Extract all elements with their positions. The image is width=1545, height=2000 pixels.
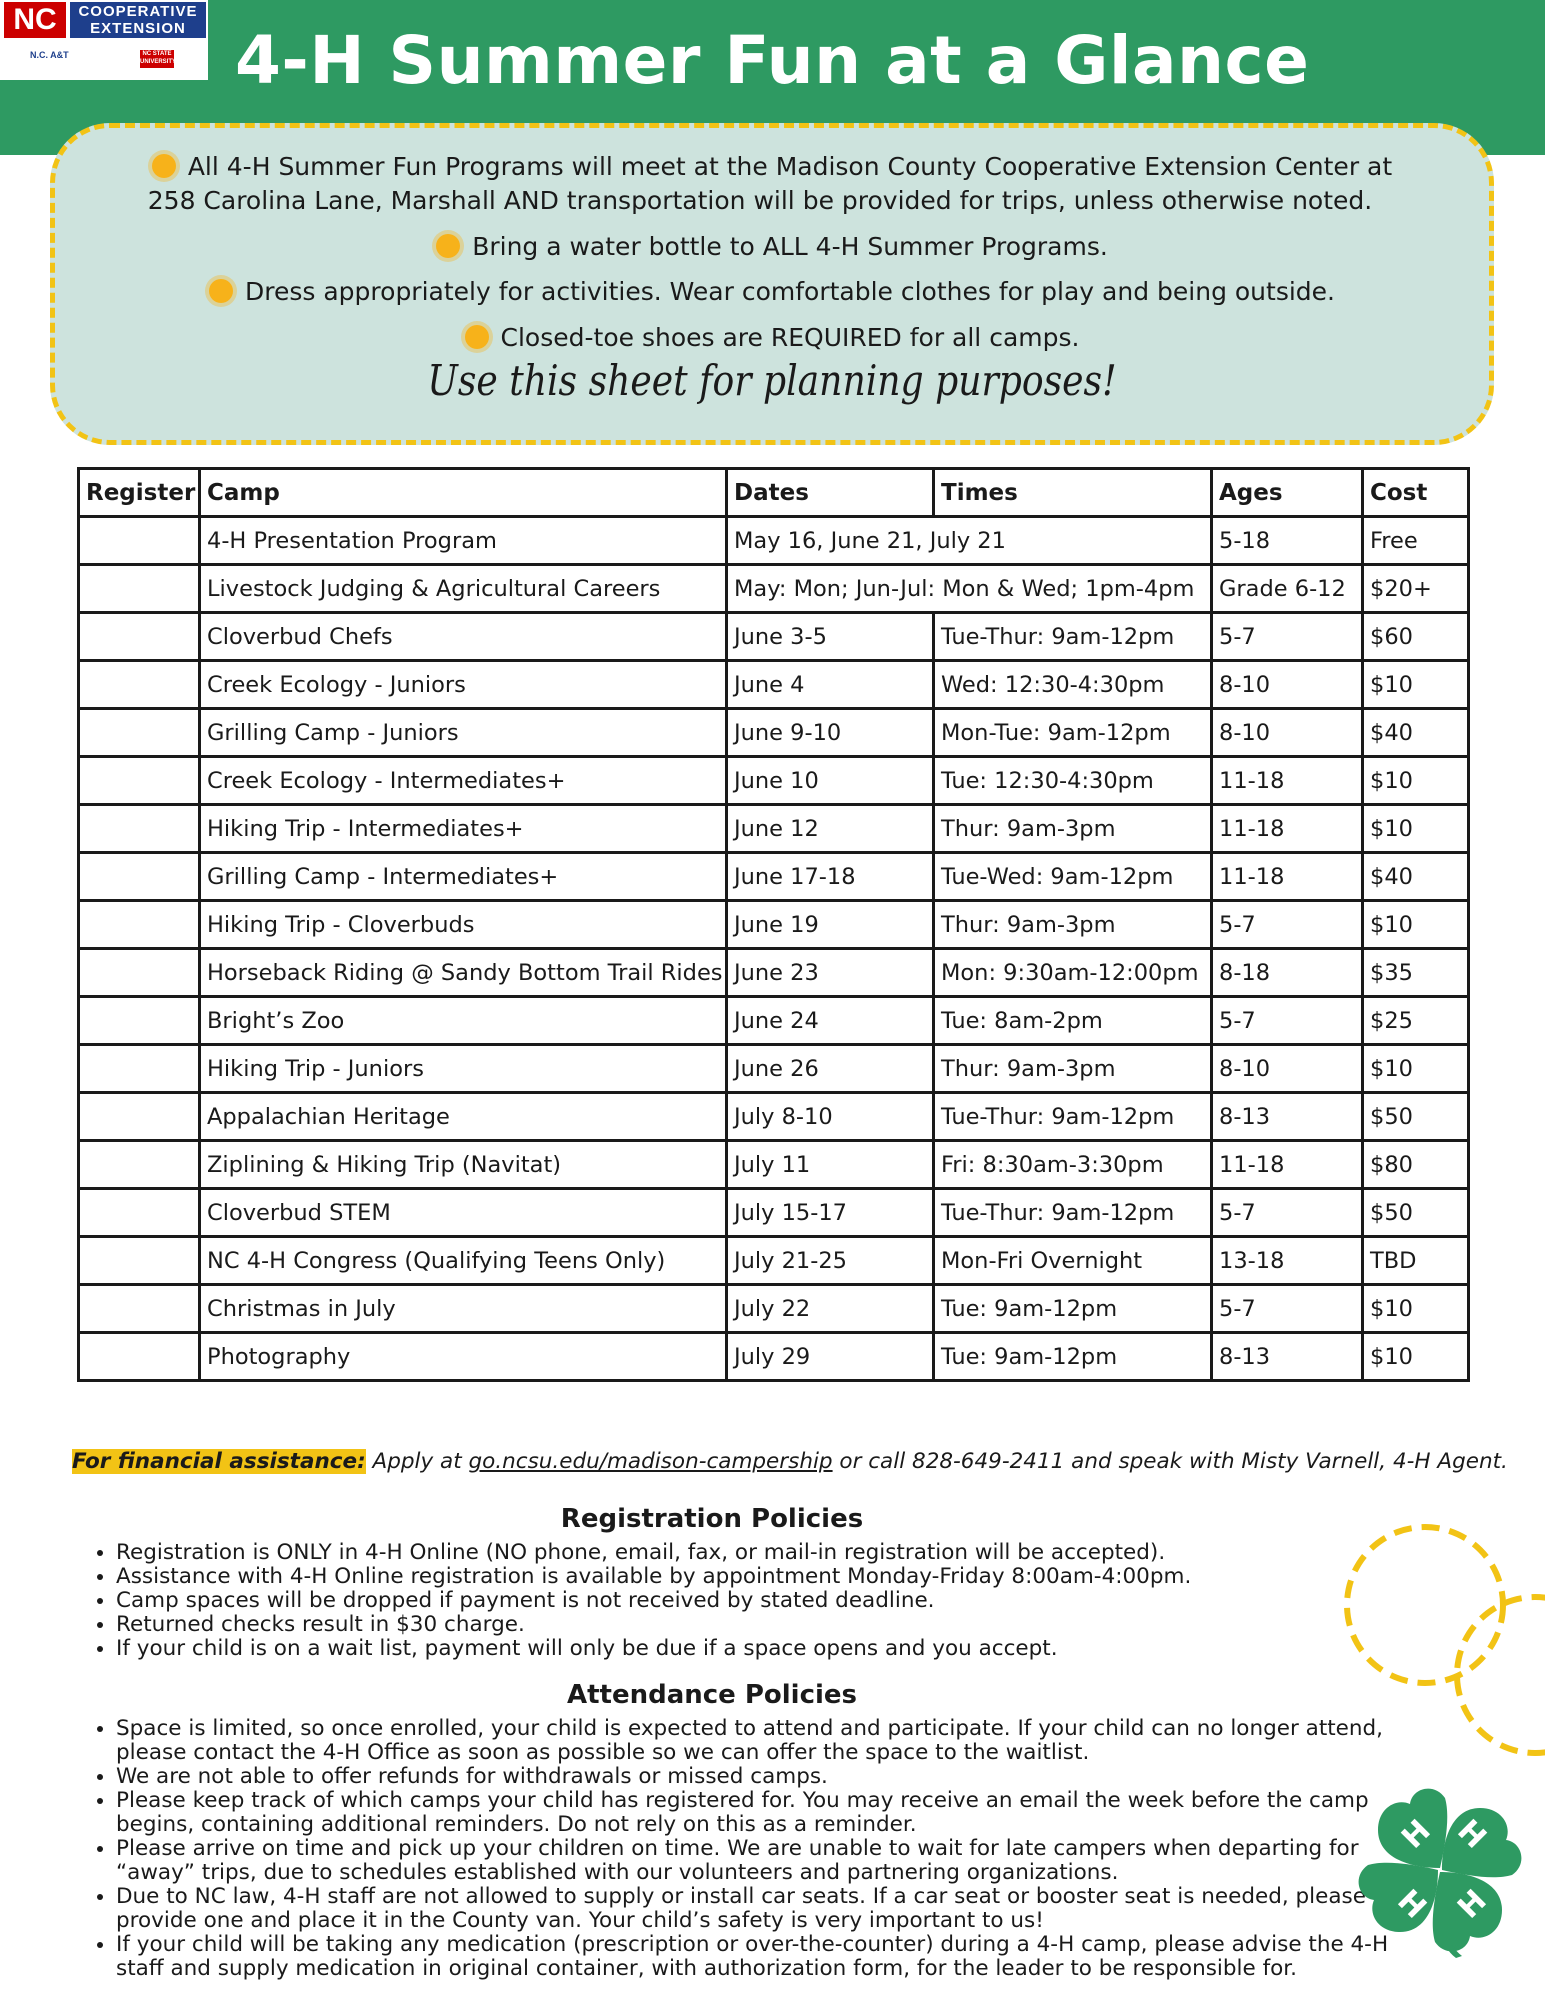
ages-cell: 11-18 [1212,1141,1363,1189]
cost-cell: $40 [1363,853,1469,901]
sun-icon [209,279,233,303]
camp-cell: Grilling Camp - Intermediates+ [200,853,727,901]
registration-policy-item: • Returned checks result in $30 charge. [116,1613,1396,1637]
times-cell: Tue-Thur: 9am-12pm [934,613,1212,661]
times-cell: Tue: 9am-12pm [934,1285,1212,1333]
cost-cell: $25 [1363,997,1469,1045]
camp-cell: Christmas in July [200,1285,727,1333]
financial-assistance-note [72,1449,1508,1474]
table-row [79,1189,1469,1237]
table-row [79,613,1469,661]
registration-policy-item: • Registration is ONLY in 4-H Online (NO phone, email, fax, or mail-in registration will be accepted). [116,1541,1396,1565]
times-cell: Mon: 9:30am-12:00pm [934,949,1212,997]
registration-policy-item: • Assistance with 4-H Online registration is available by appointment Monday-Friday 8:00am-4:00pm. [116,1565,1396,1589]
svg-text:H: H [1390,1883,1433,1926]
table-row [79,1093,1469,1141]
assistance-post: or call 828-649-2411 and speak with Misty Varnell, 4-H Agent. [832,1449,1508,1474]
cost-cell: $50 [1363,1093,1469,1141]
logo-ncstate: NC STATE UNIVERSITY [140,50,174,68]
camp-cell: Grilling Camp - Juniors [200,709,727,757]
header-ages: Ages [1212,469,1363,517]
register-cell[interactable] [79,805,200,853]
logo-nc: NC [4,2,66,38]
dates-cell: June 9-10 [727,709,934,757]
register-cell[interactable] [79,853,200,901]
register-cell[interactable] [79,1093,200,1141]
notice-text-3: Bring a water bottle to ALL 4-H Summer Programs. [472,232,1108,261]
register-cell[interactable] [79,1285,200,1333]
ages-cell: 8-13 [1212,1333,1363,1381]
ages-cell: 11-18 [1212,853,1363,901]
notice-line-1 [55,152,1489,181]
cost-cell: $10 [1363,1285,1469,1333]
dates-cell: July 21-25 [727,1237,934,1285]
cost-cell: $10 [1363,661,1469,709]
cost-cell: $10 [1363,1045,1469,1093]
register-cell[interactable] [79,565,200,613]
cost-cell: TBD [1363,1237,1469,1285]
ages-cell: 5-7 [1212,1285,1363,1333]
logo-ncat: N.C. A&T [30,50,69,60]
notice-box [50,123,1494,445]
table-row [79,997,1469,1045]
times-cell: Mon-Tue: 9am-12pm [934,709,1212,757]
register-cell[interactable] [79,997,200,1045]
dates-cell: July 11 [727,1141,934,1189]
register-cell[interactable] [79,1237,200,1285]
assistance-pre: Apply at [365,1449,469,1474]
table-row [79,805,1469,853]
cost-cell: $80 [1363,1141,1469,1189]
sun-icon [152,154,176,178]
attendance-policies-list [92,1717,1396,1981]
cost-cell: $40 [1363,709,1469,757]
header-cost: Cost [1363,469,1469,517]
dates-cell: June 12 [727,805,934,853]
ages-cell: 8-13 [1212,1093,1363,1141]
camp-cell: Hiking Trip - Intermediates+ [200,805,727,853]
cost-cell: $50 [1363,1189,1469,1237]
times-cell: Tue-Thur: 9am-12pm [934,1189,1212,1237]
notice-line-4 [55,277,1489,306]
camp-cell: Photography [200,1333,727,1381]
ages-cell: 11-18 [1212,757,1363,805]
times-cell: Thur: 9am-3pm [934,1045,1212,1093]
cost-cell: $10 [1363,1333,1469,1381]
ages-cell: Grade 6-12 [1212,565,1363,613]
camp-cell: Horseback Riding @ Sandy Bottom Trail Rides [200,949,727,997]
table-row [79,901,1469,949]
cost-cell: $35 [1363,949,1469,997]
times-cell: Tue: 8am-2pm [934,997,1212,1045]
planning-note: Use this sheet for planning purposes! [427,356,1117,405]
attendance-policy-item: • If your child will be taking any medication (prescription or over-the-counter) during a 4-H camp, please advise the 4-H staff and supply medication in original container, with authorization form, for the leader to be responsible for. [116,1933,1396,1981]
ages-cell: 5-18 [1212,517,1363,565]
notice-line-2: 258 Carolina Lane, Marshall AND transportation will be provided for trips, unless otherwise noted. [147,186,1373,215]
table-row [79,661,1469,709]
camp-cell: 4-H Presentation Program [200,517,727,565]
ages-cell: 5-7 [1212,997,1363,1045]
times-cell: Mon-Fri Overnight [934,1237,1212,1285]
dashed-rings-icon [1330,1510,1545,1770]
svg-text:H: H [1451,1883,1494,1926]
table-header-row [79,469,1469,517]
register-cell[interactable] [79,517,200,565]
ages-cell: 13-18 [1212,1237,1363,1285]
notice-line-5 [55,323,1489,352]
dates-cell: July 22 [727,1285,934,1333]
registration-policies-title: Registration Policies [560,1504,864,1534]
table-row [79,1333,1469,1381]
notice-text-4: Dress appropriately for activities. Wear comfortable clothes for play and being outside. [245,277,1335,306]
header-times: Times [934,469,1212,517]
camp-cell: Creek Ecology - Juniors [200,661,727,709]
ages-cell: 11-18 [1212,805,1363,853]
register-cell[interactable] [79,661,200,709]
cost-cell: $10 [1363,805,1469,853]
logo-coop [70,2,206,38]
attendance-policy-item: • Space is limited, so once enrolled, your child is expected to attend and participate. If your child can no longer attend, please contact the 4-H Office as soon as possible so we can offer the space to the waitlist. [116,1717,1396,1765]
times-cell: Tue: 12:30-4:30pm [934,757,1212,805]
svg-text:H: H [1395,1813,1438,1856]
cost-cell: $60 [1363,613,1469,661]
svg-text:H: H [1450,1813,1493,1856]
registration-policies-list [92,1541,1396,1661]
times-cell: Tue-Wed: 9am-12pm [934,853,1212,901]
dates-cell: June 23 [727,949,934,997]
cost-cell: Free [1363,517,1469,565]
ages-cell: 8-10 [1212,709,1363,757]
attendance-policies-title: Attendance Policies [566,1680,858,1710]
registration-policy-item: • Camp spaces will be dropped if payment is not received by stated deadline. [116,1589,1396,1613]
campership-link[interactable]: go.ncsu.edu/madison-campership [468,1449,833,1474]
register-cell[interactable] [79,1141,200,1189]
camp-cell: Creek Ecology - Intermediates+ [200,757,727,805]
dates-cell: June 24 [727,997,934,1045]
cost-cell: $10 [1363,901,1469,949]
table-row [79,565,1469,613]
table-row [79,1285,1469,1333]
camps-table [77,467,1470,1382]
ages-cell: 8-18 [1212,949,1363,997]
notice-text-1: All 4-H Summer Fun Programs will meet at the Madison County Cooperative Extension Center at [187,152,1393,181]
dates-cell: June 19 [727,901,934,949]
notice-line-3 [55,232,1489,261]
register-cell[interactable] [79,757,200,805]
table-row [79,853,1469,901]
attendance-policy-item: • Please arrive on time and pick up your children on time. We are unable to wait for late campers when departing for “away” trips, due to schedules established with our volunteers and partnering organizations. [116,1837,1396,1885]
dates-cell: May: Mon; Jun-Jul: Mon & Wed; 1pm-4pm [727,565,1212,613]
page-title: 4-H Summer Fun at a Glance [235,22,1310,99]
register-cell[interactable] [79,901,200,949]
camp-cell: Bright’s Zoo [200,997,727,1045]
camp-cell: Ziplining & Hiking Trip (Navitat) [200,1141,727,1189]
ages-cell: 5-7 [1212,1189,1363,1237]
register-cell[interactable] [79,613,200,661]
camp-cell: Cloverbud Chefs [200,613,727,661]
sun-icon [436,234,460,258]
ages-cell: 8-10 [1212,1045,1363,1093]
camp-cell: Hiking Trip - Cloverbuds [200,901,727,949]
dates-cell: June 17-18 [727,853,934,901]
register-cell[interactable] [79,709,200,757]
ages-cell: 5-7 [1212,901,1363,949]
table-row [79,757,1469,805]
times-cell: Tue-Thur: 9am-12pm [934,1093,1212,1141]
times-cell: Tue: 9am-12pm [934,1333,1212,1381]
logo-line1: COOPERATIVE [78,3,198,20]
nc-cooperative-extension-logo [0,0,208,80]
dates-cell: July 8-10 [727,1093,934,1141]
table-row [79,1141,1469,1189]
assistance-label: For financial assistance: [72,1449,366,1474]
camp-cell: Cloverbud STEM [200,1189,727,1237]
dates-cell: May 16, June 21, July 21 [727,517,1212,565]
register-cell[interactable] [79,1045,200,1093]
times-cell: Fri: 8:30am-3:30pm [934,1141,1212,1189]
dates-cell: July 29 [727,1333,934,1381]
register-cell[interactable] [79,1333,200,1381]
camp-cell: Appalachian Heritage [200,1093,727,1141]
attendance-policy-item: • Please keep track of which camps your child has registered for. You may receive an email the week before the camp begins, containing additional reminders. Do not rely on this as a reminder. [116,1789,1396,1837]
table-row [79,949,1469,997]
four-h-clover-icon [1350,1780,1530,1960]
times-cell: Thur: 9am-3pm [934,805,1212,853]
sun-icon [465,325,489,349]
cost-cell: $10 [1363,757,1469,805]
table-row [79,1237,1469,1285]
dates-cell: June 10 [727,757,934,805]
ages-cell: 8-10 [1212,661,1363,709]
table-row [79,709,1469,757]
times-cell: Thur: 9am-3pm [934,901,1212,949]
camp-cell: Livestock Judging & Agricultural Careers [200,565,727,613]
dates-cell: July 15-17 [727,1189,934,1237]
camp-cell: NC 4-H Congress (Qualifying Teens Only) [200,1237,727,1285]
header-register: Register [79,469,200,517]
times-cell: Wed: 12:30-4:30pm [934,661,1212,709]
registration-policy-item: • If your child is on a wait list, payment will only be due if a space opens and you accept. [116,1637,1396,1661]
camp-cell: Hiking Trip - Juniors [200,1045,727,1093]
cost-cell: $20+ [1363,565,1469,613]
register-cell[interactable] [79,949,200,997]
notice-text-5: Closed-toe shoes are REQUIRED for all camps. [500,323,1080,352]
register-cell[interactable] [79,1189,200,1237]
dates-cell: June 3-5 [727,613,934,661]
dates-cell: June 4 [727,661,934,709]
attendance-policy-item: • We are not able to offer refunds for withdrawals or missed camps. [116,1765,1396,1789]
table-row [79,517,1469,565]
logo-line2: EXTENSION [90,20,186,37]
dates-cell: June 26 [727,1045,934,1093]
attendance-policy-item: • Due to NC law, 4-H staff are not allowed to supply or install car seats. If a car seat or booster seat is needed, please provide one and place it in the County van. Your child’s safety is very important to us! [116,1885,1396,1933]
ages-cell: 5-7 [1212,613,1363,661]
header-dates: Dates [727,469,934,517]
table-row [79,1045,1469,1093]
header-camp: Camp [200,469,727,517]
